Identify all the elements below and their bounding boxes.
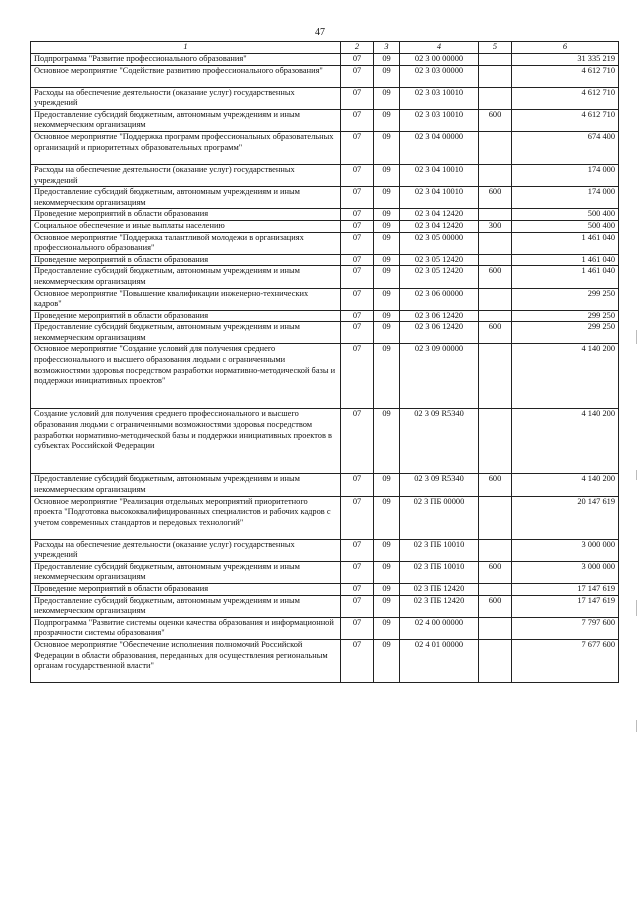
cell-subsection: 09 [374, 220, 400, 232]
cell-amount: 31 335 219 [512, 54, 619, 66]
cell-section: 07 [341, 209, 374, 221]
header-cell-subsection: 3 [374, 42, 400, 54]
cell-subsection: 09 [374, 409, 400, 474]
cell-amount: 174 000 [512, 187, 619, 209]
cell-expense-type [479, 54, 512, 66]
cell-target-article: 02 3 ПБ 00000 [400, 496, 479, 539]
cell-section: 07 [341, 595, 374, 617]
cell-expense-type: 600 [479, 322, 512, 344]
cell-amount: 3 000 000 [512, 561, 619, 583]
cell-name: Основное мероприятие "Поддержка программ профессиональных образовательных организаций и приоритетных образовательных программ" [31, 131, 341, 164]
cell-name: Предоставление субсидий бюджетным, автономным учреждениям и иным некоммерческим организациям [31, 595, 341, 617]
table-row [31, 266, 619, 288]
table-row [31, 539, 619, 561]
table-row [31, 209, 619, 221]
cell-expense-type [479, 254, 512, 266]
cell-target-article: 02 3 04 10010 [400, 187, 479, 209]
table-row [31, 109, 619, 131]
cell-name: Предоставление субсидий бюджетным, автономным учреждениям и иным некоммерческим организациям [31, 561, 341, 583]
cell-target-article: 02 3 ПБ 10010 [400, 539, 479, 561]
cell-expense-type: 600 [479, 474, 512, 496]
cell-subsection: 09 [374, 131, 400, 164]
cell-subsection: 09 [374, 232, 400, 254]
cell-section: 07 [341, 109, 374, 131]
cell-expense-type [479, 131, 512, 164]
table-row [31, 65, 619, 87]
cell-section: 07 [341, 539, 374, 561]
cell-amount: 4 612 710 [512, 87, 619, 109]
cell-subsection: 09 [374, 187, 400, 209]
cell-amount: 1 461 040 [512, 254, 619, 266]
budget-table [30, 41, 619, 683]
cell-amount: 3 000 000 [512, 539, 619, 561]
cell-section: 07 [341, 322, 374, 344]
cell-amount: 674 400 [512, 131, 619, 164]
table-row [31, 164, 619, 186]
cell-expense-type [479, 409, 512, 474]
cell-amount: 4 612 710 [512, 109, 619, 131]
table-row [31, 310, 619, 322]
cell-name: Расходы на обеспечение деятельности (оказание услуг) государственных учреждений [31, 87, 341, 109]
cell-target-article: 02 3 ПБ 12420 [400, 595, 479, 617]
cell-expense-type [479, 288, 512, 310]
cell-expense-type [479, 310, 512, 322]
cell-target-article: 02 3 05 12420 [400, 254, 479, 266]
cell-expense-type [479, 65, 512, 87]
cell-amount: 500 400 [512, 220, 619, 232]
cell-section: 07 [341, 496, 374, 539]
cell-target-article: 02 3 04 12420 [400, 220, 479, 232]
cell-amount: 299 250 [512, 322, 619, 344]
cell-subsection: 09 [374, 474, 400, 496]
cell-expense-type [479, 584, 512, 596]
page-number: 47 [315, 27, 325, 38]
cell-subsection: 09 [374, 209, 400, 221]
table-row [31, 232, 619, 254]
cell-subsection: 09 [374, 266, 400, 288]
cell-name: Проведение мероприятий в области образования [31, 310, 341, 322]
cell-target-article: 02 3 05 12420 [400, 266, 479, 288]
cell-target-article: 02 3 ПБ 10010 [400, 561, 479, 583]
cell-name: Основное мероприятие "Повышение квалификации инженерно-технических кадров" [31, 288, 341, 310]
table-body [31, 54, 619, 683]
cell-name: Подпрограмма "Развитие системы оценки качества образования и информационной прозрачности системы образования" [31, 617, 341, 639]
cell-name: Основное мероприятие "Создание условий для получения среднего профессионального и высшего образования людьми с ограниченными возможностями здоровья посредством разработки нормативно-методической базы и поддержки инициативных проектов" [31, 344, 341, 409]
cell-name: Расходы на обеспечение деятельности (оказание услуг) государственных учреждений [31, 539, 341, 561]
cell-amount: 174 000 [512, 164, 619, 186]
cell-subsection: 09 [374, 496, 400, 539]
header-cell-section: 2 [341, 42, 374, 54]
cell-name: Предоставление субсидий бюджетным, автономным учреждениям и иным некоммерческим организациям [31, 109, 341, 131]
table-row [31, 595, 619, 617]
cell-subsection: 09 [374, 254, 400, 266]
cell-section: 07 [341, 65, 374, 87]
cell-amount: 20 147 619 [512, 496, 619, 539]
table-row [31, 54, 619, 66]
cell-subsection: 09 [374, 164, 400, 186]
cell-subsection: 09 [374, 288, 400, 310]
cell-target-article: 02 3 06 12420 [400, 310, 479, 322]
cell-expense-type: 600 [479, 561, 512, 583]
cell-section: 07 [341, 54, 374, 66]
cell-amount: 7 677 600 [512, 640, 619, 683]
cell-section: 07 [341, 288, 374, 310]
cell-name: Социальное обеспечение и иные выплаты населению [31, 220, 341, 232]
cell-amount: 4 612 710 [512, 65, 619, 87]
cell-subsection: 09 [374, 539, 400, 561]
cell-amount: 4 140 200 [512, 474, 619, 496]
cell-target-article: 02 3 09 R5340 [400, 474, 479, 496]
table-row [31, 288, 619, 310]
table-row [31, 640, 619, 683]
table-row [31, 344, 619, 409]
cell-expense-type [479, 344, 512, 409]
header-cell-amount: 6 [512, 42, 619, 54]
cell-name: Предоставление субсидий бюджетным, автономным учреждениям и иным некоммерческим организациям [31, 322, 341, 344]
cell-target-article: 02 3 04 10010 [400, 164, 479, 186]
table-row [31, 187, 619, 209]
table-row [31, 474, 619, 496]
cell-section: 07 [341, 561, 374, 583]
cell-section: 07 [341, 164, 374, 186]
cell-subsection: 09 [374, 109, 400, 131]
table-row [31, 561, 619, 583]
cell-section: 07 [341, 474, 374, 496]
cell-name: Предоставление субсидий бюджетным, автономным учреждениям и иным некоммерческим организациям [31, 187, 341, 209]
cell-target-article: 02 3 05 00000 [400, 232, 479, 254]
cell-subsection: 09 [374, 310, 400, 322]
cell-target-article: 02 3 04 00000 [400, 131, 479, 164]
cell-section: 07 [341, 409, 374, 474]
header-row [31, 42, 619, 54]
cell-subsection: 09 [374, 54, 400, 66]
cell-target-article: 02 4 00 00000 [400, 617, 479, 639]
cell-name: Основное мероприятие "Реализация отдельных мероприятий приоритетного проекта "Подготовка высококвалифицированных специалистов и рабочих кадров с учетом современных стандартов и передовых технологий" [31, 496, 341, 539]
table-row [31, 131, 619, 164]
cell-section: 07 [341, 87, 374, 109]
header-cell-target-article: 4 [400, 42, 479, 54]
cell-amount: 17 147 619 [512, 595, 619, 617]
cell-name: Основное мероприятие "Обеспечение исполнения полномочий Российской Федерации в области образования, переданных для осуществления региональным органам государственной власти" [31, 640, 341, 683]
cell-subsection: 09 [374, 344, 400, 409]
cell-amount: 7 797 600 [512, 617, 619, 639]
cell-section: 07 [341, 266, 374, 288]
cell-target-article: 02 3 09 00000 [400, 344, 479, 409]
cell-name: Проведение мероприятий в области образования [31, 254, 341, 266]
cell-amount: 500 400 [512, 209, 619, 221]
header-cell-name: 1 [31, 42, 341, 54]
table-row [31, 87, 619, 109]
cell-target-article: 02 3 06 00000 [400, 288, 479, 310]
cell-expense-type: 300 [479, 220, 512, 232]
cell-target-article: 02 3 00 00000 [400, 54, 479, 66]
cell-expense-type [479, 617, 512, 639]
cell-amount: 1 461 040 [512, 266, 619, 288]
table-row [31, 617, 619, 639]
table-row [31, 584, 619, 596]
cell-section: 07 [341, 310, 374, 322]
cell-name: Проведение мероприятий в области образования [31, 209, 341, 221]
cell-target-article: 02 3 06 12420 [400, 322, 479, 344]
cell-section: 07 [341, 640, 374, 683]
header-cell-expense-type: 5 [479, 42, 512, 54]
scan-edge-marks [635, 0, 637, 905]
cell-subsection: 09 [374, 65, 400, 87]
cell-target-article: 02 3 03 00000 [400, 65, 479, 87]
cell-expense-type [479, 496, 512, 539]
cell-target-article: 02 3 04 12420 [400, 209, 479, 221]
cell-target-article: 02 4 01 00000 [400, 640, 479, 683]
cell-section: 07 [341, 131, 374, 164]
cell-expense-type: 600 [479, 266, 512, 288]
cell-expense-type [479, 232, 512, 254]
cell-name: Основное мероприятие "Содействие развитию профессионального образования" [31, 65, 341, 87]
cell-target-article: 02 3 ПБ 12420 [400, 584, 479, 596]
cell-expense-type [479, 164, 512, 186]
cell-name: Предоставление субсидий бюджетным, автономным учреждениям и иным некоммерческим организациям [31, 266, 341, 288]
cell-amount: 299 250 [512, 288, 619, 310]
cell-name: Расходы на обеспечение деятельности (оказание услуг) государственных учреждений [31, 164, 341, 186]
cell-amount: 1 461 040 [512, 232, 619, 254]
table-row [31, 496, 619, 539]
cell-target-article: 02 3 09 R5340 [400, 409, 479, 474]
cell-subsection: 09 [374, 640, 400, 683]
cell-name: Основное мероприятие "Поддержка талантливой молодежи в организациях профессионального образования" [31, 232, 341, 254]
cell-name: Проведение мероприятий в области образования [31, 584, 341, 596]
table-row [31, 220, 619, 232]
cell-expense-type [479, 539, 512, 561]
cell-amount: 4 140 200 [512, 344, 619, 409]
cell-subsection: 09 [374, 561, 400, 583]
cell-subsection: 09 [374, 87, 400, 109]
cell-name: Подпрограмма "Развитие профессионального образования" [31, 54, 341, 66]
cell-subsection: 09 [374, 617, 400, 639]
cell-name: Предоставление субсидий бюджетным, автономным учреждениям и иным некоммерческим организациям [31, 474, 341, 496]
cell-expense-type [479, 87, 512, 109]
cell-section: 07 [341, 617, 374, 639]
cell-subsection: 09 [374, 595, 400, 617]
cell-expense-type [479, 209, 512, 221]
cell-target-article: 02 3 03 10010 [400, 109, 479, 131]
cell-amount: 4 140 200 [512, 409, 619, 474]
cell-amount: 17 147 619 [512, 584, 619, 596]
cell-section: 07 [341, 344, 374, 409]
cell-name: Создание условий для получения среднего профессионального и высшего образования людьми с ограниченными возможностями здоровья посредством разработки нормативно-методической базы и поддержки инициативных проектов в субъектах Российской Федерации [31, 409, 341, 474]
cell-expense-type: 600 [479, 109, 512, 131]
cell-section: 07 [341, 187, 374, 209]
cell-subsection: 09 [374, 584, 400, 596]
table-row [31, 409, 619, 474]
table-row [31, 322, 619, 344]
cell-section: 07 [341, 254, 374, 266]
table-row [31, 254, 619, 266]
cell-target-article: 02 3 03 10010 [400, 87, 479, 109]
cell-amount: 299 250 [512, 310, 619, 322]
cell-section: 07 [341, 232, 374, 254]
cell-section: 07 [341, 220, 374, 232]
cell-subsection: 09 [374, 322, 400, 344]
cell-expense-type: 600 [479, 187, 512, 209]
cell-expense-type: 600 [479, 595, 512, 617]
cell-section: 07 [341, 584, 374, 596]
cell-expense-type [479, 640, 512, 683]
